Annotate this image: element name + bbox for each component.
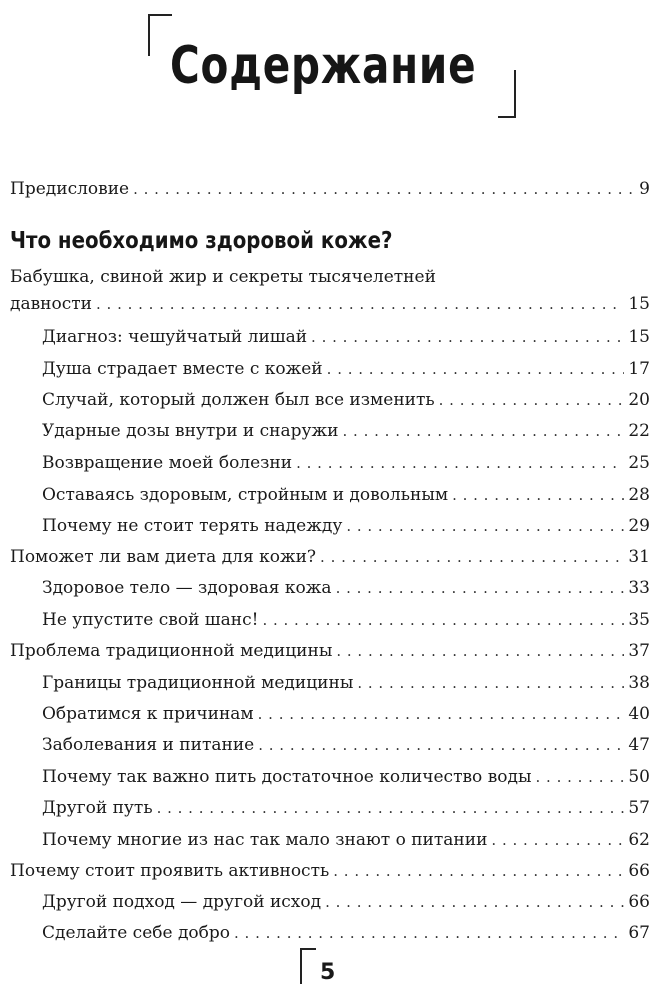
dot-leader	[258, 703, 625, 725]
toc-entry-label: Почему стоит проявить активность	[10, 861, 330, 881]
page-title: Содержание	[170, 36, 477, 96]
toc-entry-label: Возвращение моей болезни	[42, 453, 293, 473]
dot-leader	[325, 891, 624, 913]
toc-entry-page: 28	[628, 485, 650, 505]
dot-leader	[258, 734, 624, 756]
dot-leader	[234, 922, 624, 944]
dot-leader	[343, 420, 625, 442]
toc-entry-label: Сделайте себе добро	[42, 923, 231, 943]
toc-entry-label: Диагноз: чешуйчатый лишай	[42, 327, 308, 347]
toc-entry-page: 22	[628, 421, 650, 441]
dot-leader	[262, 609, 624, 631]
toc-entry-subsection[interactable]	[42, 821, 650, 851]
dot-leader	[333, 860, 624, 882]
page-number-block	[300, 948, 360, 992]
toc-entry-page: 62	[628, 830, 650, 850]
toc-entry-subsection[interactable]	[42, 758, 650, 788]
toc-entry-label: Случай, который должен был все изменить	[42, 390, 435, 410]
toc-entry-subsection[interactable]	[42, 569, 650, 599]
toc-entry-page: 31	[628, 547, 650, 567]
toc-entry-label: Другой подход — другой исход	[42, 892, 322, 912]
page-number: 5	[320, 960, 336, 985]
toc-entry-subsection[interactable]	[42, 883, 650, 913]
toc-entry-subsection[interactable]	[42, 664, 650, 694]
toc-entry-page: 25	[628, 453, 650, 473]
toc-entry-page: 15	[628, 327, 650, 347]
toc-entry-label: Предисловие	[10, 179, 130, 199]
dot-leader	[336, 640, 624, 662]
dot-leader	[311, 326, 624, 348]
toc-entry-label: Поможет ли вам диета для кожи?	[10, 547, 317, 567]
toc-entry-page: 29	[628, 516, 650, 536]
toc-entry-label: Границы традиционной медицины	[42, 673, 354, 693]
toc-entry-label: Обратимся к причинам	[42, 704, 254, 724]
dot-leader	[452, 484, 624, 506]
dot-leader	[296, 452, 624, 474]
dot-leader	[157, 797, 625, 819]
toc-entry-subsection[interactable]	[42, 726, 650, 756]
toc-entry-label: давности	[10, 294, 92, 314]
toc-entry-label: Почему так важно пить достаточное количество воды	[42, 767, 532, 787]
toc-entry-subsection[interactable]	[42, 476, 650, 506]
toc-entry-page: 57	[628, 798, 650, 818]
toc-entry-chapter[interactable]	[10, 852, 650, 882]
dot-leader	[320, 546, 624, 568]
toc-entry-label: Другой путь	[42, 798, 153, 818]
toc-entry-page: 40	[628, 704, 650, 724]
toc-entry-subsection[interactable]	[42, 381, 650, 411]
toc-entry-page: 9	[639, 179, 650, 199]
dot-leader	[491, 829, 624, 851]
toc-entry-label-line1[interactable]: Бабушка, свиной жир и секреты тысячелетней	[10, 267, 436, 287]
toc-entry-label: Почему многие из нас так мало знают о питании	[42, 830, 488, 850]
toc-entry-subsection[interactable]	[42, 350, 650, 380]
toc-entry-label: Не упустите свой шанс!	[42, 610, 259, 630]
section-heading: Что необходимо здоровой коже?	[10, 228, 393, 254]
toc-entry-chapter[interactable]	[10, 285, 650, 315]
toc-entry-preface[interactable]	[10, 170, 650, 200]
toc-entry-label: Душа страдает вместе с кожей	[42, 359, 323, 379]
toc-entry-page: 66	[628, 892, 650, 912]
toc-entry-label: Ударные дозы внутри и снаружи	[42, 421, 339, 441]
toc-entry-page: 17	[628, 359, 650, 379]
dot-leader	[336, 577, 625, 599]
toc-entry-page: 50	[628, 767, 650, 787]
toc-entry-page: 35	[628, 610, 650, 630]
toc-entry-chapter[interactable]	[10, 538, 650, 568]
toc-entry-label: Здоровое тело — здоровая кожа	[42, 578, 332, 598]
toc-entry-subsection[interactable]	[42, 412, 650, 442]
toc-entry-label: Проблема традиционной медицины	[10, 641, 333, 661]
dot-leader	[327, 358, 625, 380]
toc-entry-page: 37	[628, 641, 650, 661]
toc-entry-subsection[interactable]	[42, 507, 650, 537]
dot-leader	[536, 766, 625, 788]
toc-entry-page: 15	[628, 294, 650, 314]
toc-entry-subsection[interactable]	[42, 914, 650, 944]
toc-entry-subsection[interactable]	[42, 318, 650, 348]
toc-entry-page: 38	[628, 673, 650, 693]
toc-entry-page: 33	[628, 578, 650, 598]
toc-entry-subsection[interactable]	[42, 444, 650, 474]
toc-entry-label: Оставаясь здоровым, стройным и довольным	[42, 485, 449, 505]
toc-entry-page: 47	[628, 735, 650, 755]
toc-entry-subsection[interactable]	[42, 695, 650, 725]
toc-entry-subsection[interactable]	[42, 789, 650, 819]
toc-entry-page: 20	[628, 390, 650, 410]
toc-entry-subsection[interactable]	[42, 601, 650, 631]
page-number-bracket	[300, 948, 316, 984]
toc-entry-label: Почему не стоит терять надежду	[42, 516, 343, 536]
dot-leader	[357, 672, 624, 694]
toc-entry-label: Заболевания и питание	[42, 735, 255, 755]
dot-leader	[133, 178, 635, 200]
dot-leader	[439, 389, 625, 411]
dot-leader	[346, 515, 624, 537]
toc-entry-chapter[interactable]	[10, 632, 650, 662]
toc-entry-page: 66	[628, 861, 650, 881]
dot-leader	[96, 293, 624, 315]
toc-entry-page: 67	[628, 923, 650, 943]
